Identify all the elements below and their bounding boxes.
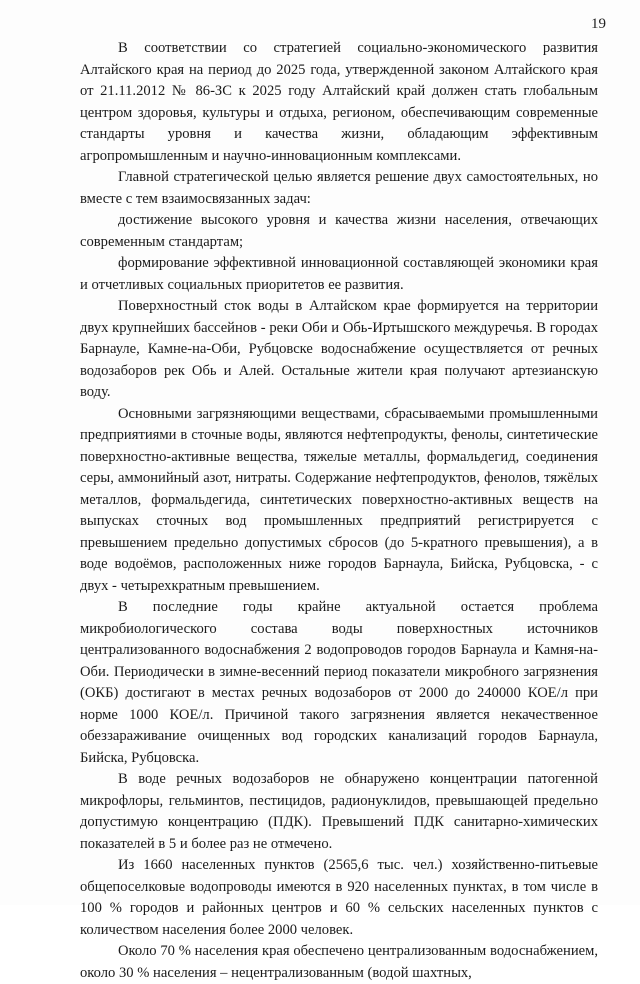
paragraph-water-supply-coverage: Около 70 % населения края обеспечено централизованным водоснабжением, около 30 % населения – нецентрализованным (водой шахтных,: [80, 943, 598, 981]
paragraph-main-goal: Главной стратегической целью является решение двух самостоятельных, но вместе с тем взаимосвязанных задач:: [80, 169, 598, 207]
paragraph-surface-runoff: Поверхностный сток воды в Алтайском крае формируется на территории двух крупнейших бассейнов - реки Оби и Обь-Иртышского междуречья. В городах Барнауле, Камне-на-Оби, Рубцовске водоснабжение осуществляется от речных водозаборов рек Обь и Алей. Остальные жители края получают артезианскую воду.: [80, 298, 598, 400]
paragraph-settlements: Из 1660 населенных пунктов (2565,6 тыс. чел.) хозяйственно-питьевые общепоселковые водопроводы имеются в 920 населенных пунктах, в том числе в 100 % городов и районных центров и 60 % сельских населенных пунктов с количеством населения более 2000 человек.: [80, 857, 598, 938]
paragraph-task-innovation: формирование эффективной инновационной составляющей экономики края и отчетливых социальных приоритетов ее развития.: [80, 255, 598, 293]
paragraph-microbiology: В последние годы крайне актуальной остается проблема микробиологического состава воды поверхностных источников централизованного водоснабжения 2 водопроводов городов Барнаула и Камня-на-Оби. Периодически в зимне-весенний период показатели микробного загрязнения (ОКБ) достигают в местах речных водозаборов от 2000 до 240000 КОЕ/л при норме 1000 КОЕ/л. Причиной такого загрязнения является некачественное обеззараживание очищенных вод городских канализаций городов Барнаула, Бийска, Рубцовска.: [80, 599, 598, 766]
page-number: 19: [591, 16, 606, 32]
document-body: [80, 38, 598, 984]
paragraph-task-quality-of-life: достижение высокого уровня и качества жизни населения, отвечающих современным стандартам;: [80, 212, 598, 250]
paragraph-strategy: В соответствии со стратегией социально-экономического развития Алтайского края на период до 2025 года, утвержденной законом Алтайского края от 21.11.2012 № 86-ЗС к 2025 году Алтайский край должен стать глобальным центром здоровья, культуры и отдыха, регионом, обеспечивающим современные стандарты уровня и качества жизни, обладающим эффективным агропромышленным и научно-инновационным комплексами.: [80, 40, 598, 164]
paragraph-pollutants: Основными загрязняющими веществами, сбрасываемыми промышленными предприятиями в сточные воды, являются нефтепродукты, фенолы, синтетические поверхностно-активные вещества, тяжелые металлы, формальдегид, соединения серы, аммонийный азот, нитраты. Содержание нефтепродуктов, фенолов, тяжёлых металлов, формальдегида, синтетических поверхностно-активных веществ на выпусках сточных вод промышленных предприятий регистрируется с превышением предельно допустимых сбросов (до 5-кратного превышения), а в воде водоёмов, расположенных ниже городов Барнаула, Бийска, Рубцовска, - с двух - четырехкратным превышением.: [80, 405, 598, 594]
paragraph-water-intakes: В воде речных водозаборов не обнаружено концентрации патогенной микрофлоры, гельминтов, пестицидов, радионуклидов, превышающей предельно допустимую концентрацию (ПДК). Превышений ПДК санитарно-химических показателей в 5 и более раз не отмечено.: [80, 771, 598, 852]
